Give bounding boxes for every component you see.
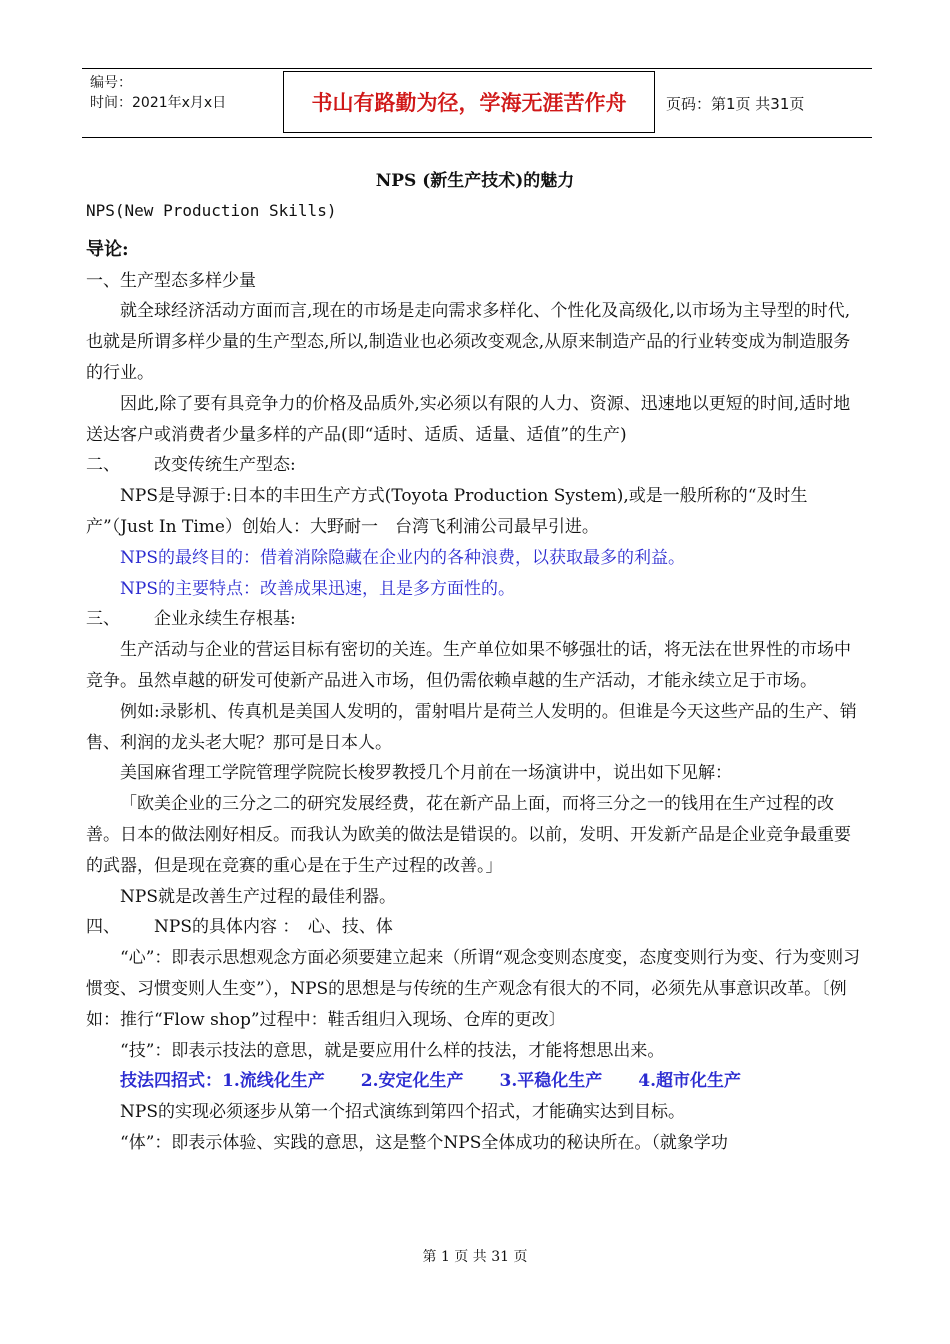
section-3-paragraph-4: NPS就是改善生产过程的最佳利器。 bbox=[120, 886, 396, 907]
section-2-number: 二、 bbox=[86, 455, 120, 476]
technique-3: 3.平稳化生产 bbox=[499, 1071, 603, 1092]
section-3-paragraph-3: 美国麻省理工学院管理学院院长梭罗教授几个月前在一场演讲中，说出如下见解： bbox=[120, 763, 732, 784]
section-3-quote: 「欧美企业的三分之二的研究发展经费，花在新产品上面，而将三分之一的钱用在生产过程的改善。日本的做法刚好相反。而我认为欧美的做法是错误的。以前，发明、开发新产品是企业竞争最重要的武器，但是现在竞赛的重心是在于生产过程的改善。」 bbox=[86, 794, 851, 876]
section-4-heading-row bbox=[86, 912, 866, 943]
section-4-skill: “技”：即表示技法的意思，就是要应用什么样的技法，才能将想思出来。 bbox=[120, 1040, 665, 1061]
page-info: 页码：第1页 共31页 bbox=[666, 95, 805, 113]
page-footer: 第 1 页 共 31 页 bbox=[422, 1249, 528, 1265]
technique-1: 技法四招式：1.流线化生产 bbox=[120, 1071, 325, 1092]
section-2-heading-row bbox=[86, 450, 866, 481]
section-1-paragraph-1: 就全球经济活动方面而言,现在的市场是走向需求多样化、个性化及高级化,以市场为主导型的时代,也就是所谓多样少量的生产型态,所以,制造业也必须改变观念,从原来制造产品的行业转变成为制造服务的行业。 bbox=[86, 301, 851, 383]
section-3-heading: 企业永续生存根基: bbox=[154, 609, 296, 630]
section-1-heading: 一、生产型态多样少量 bbox=[86, 270, 256, 291]
motto-text: 书山有路勤为径，学海无涯苦作舟 bbox=[311, 91, 627, 115]
technique-2: 2.安定化生产 bbox=[360, 1071, 464, 1092]
intro-heading: 导论: bbox=[86, 238, 129, 260]
doc-number-label: 编号： bbox=[90, 75, 132, 91]
section-1-paragraph-2: 因此,除了要有具竞争力的价格及品质外,实必须以有限的人力、资源、迅速地以更短的时间,适时地送达客户或消费者少量多样的产品(即“适时、适质、适量、适值”的生产) bbox=[86, 393, 851, 445]
doc-time-label: 时间：2021年x月x日 bbox=[90, 95, 227, 111]
section-2-goal: NPS的最终目的：借着消除隐藏在企业内的各种浪费，以获取最多的利益。 bbox=[120, 547, 685, 568]
motto-box bbox=[283, 71, 655, 133]
section-3-paragraph-2: 例如:录影机、传真机是美国人发明的，雷射唱片是荷兰人发明的。但谁是今天这些产品的生产、销售、利润的龙头老大呢？那可是日本人。 bbox=[86, 701, 857, 753]
section-4-number: 四、 bbox=[86, 917, 120, 938]
section-2-feature: NPS的主要特点：改善成果迅速，且是多方面性的。 bbox=[120, 578, 515, 599]
section-4-heart: “心”：即表示思想观念方面必须要建立起来（所谓“观念变则态度变，态度变则行为变、行为变则习惯变、习惯变则人生变”），NPS的思想是与传统的生产观念有很大的不同，必须先从事意识改革。〔例如：推行“Flow shop”过程中：鞋舌组归入现场、仓库的更改〕 bbox=[86, 948, 861, 1030]
section-3-paragraph-1: 生产活动与企业的营运目标有密切的关连。生产单位如果不够强壮的话，将无法在世界性的市场中竞争。虽然卓越的研发可使新产品进入市场，但仍需依赖卓越的生产活动，才能永续立足于市场。 bbox=[86, 640, 851, 691]
section-4-four-techniques bbox=[86, 1066, 866, 1097]
document-body bbox=[86, 196, 866, 1159]
document-title: NPS (新生产技术)的魅力 bbox=[375, 171, 575, 191]
section-2-heading: 改变传统生产型态: bbox=[154, 455, 296, 476]
subtitle: NPS(New Production Skills) bbox=[86, 201, 337, 220]
page-header bbox=[82, 68, 872, 138]
section-3-number: 三、 bbox=[86, 609, 120, 630]
section-4-realize: NPS的实现必须逐步从第一个招式演练到第四个招式，才能确实达到目标。 bbox=[120, 1102, 685, 1123]
section-4-heading: NPS的具体内容 ： 心、技、体 bbox=[154, 917, 393, 938]
section-2-paragraph-1: NPS是导源于:日本的丰田生产方式(Toyota Production System),或是一般所称的“及时生产”（Just In Time）创始人：大野耐一 台湾飞利浦公司最早引进。 bbox=[86, 486, 808, 537]
section-4-body: “体”：即表示体验、实践的意思，这是整个NPS全体成功的秘诀所在。（就象学功 bbox=[120, 1132, 728, 1153]
section-3-heading-row bbox=[86, 604, 866, 635]
technique-4: 4.超市化生产 bbox=[638, 1071, 741, 1092]
header-left bbox=[90, 73, 226, 113]
